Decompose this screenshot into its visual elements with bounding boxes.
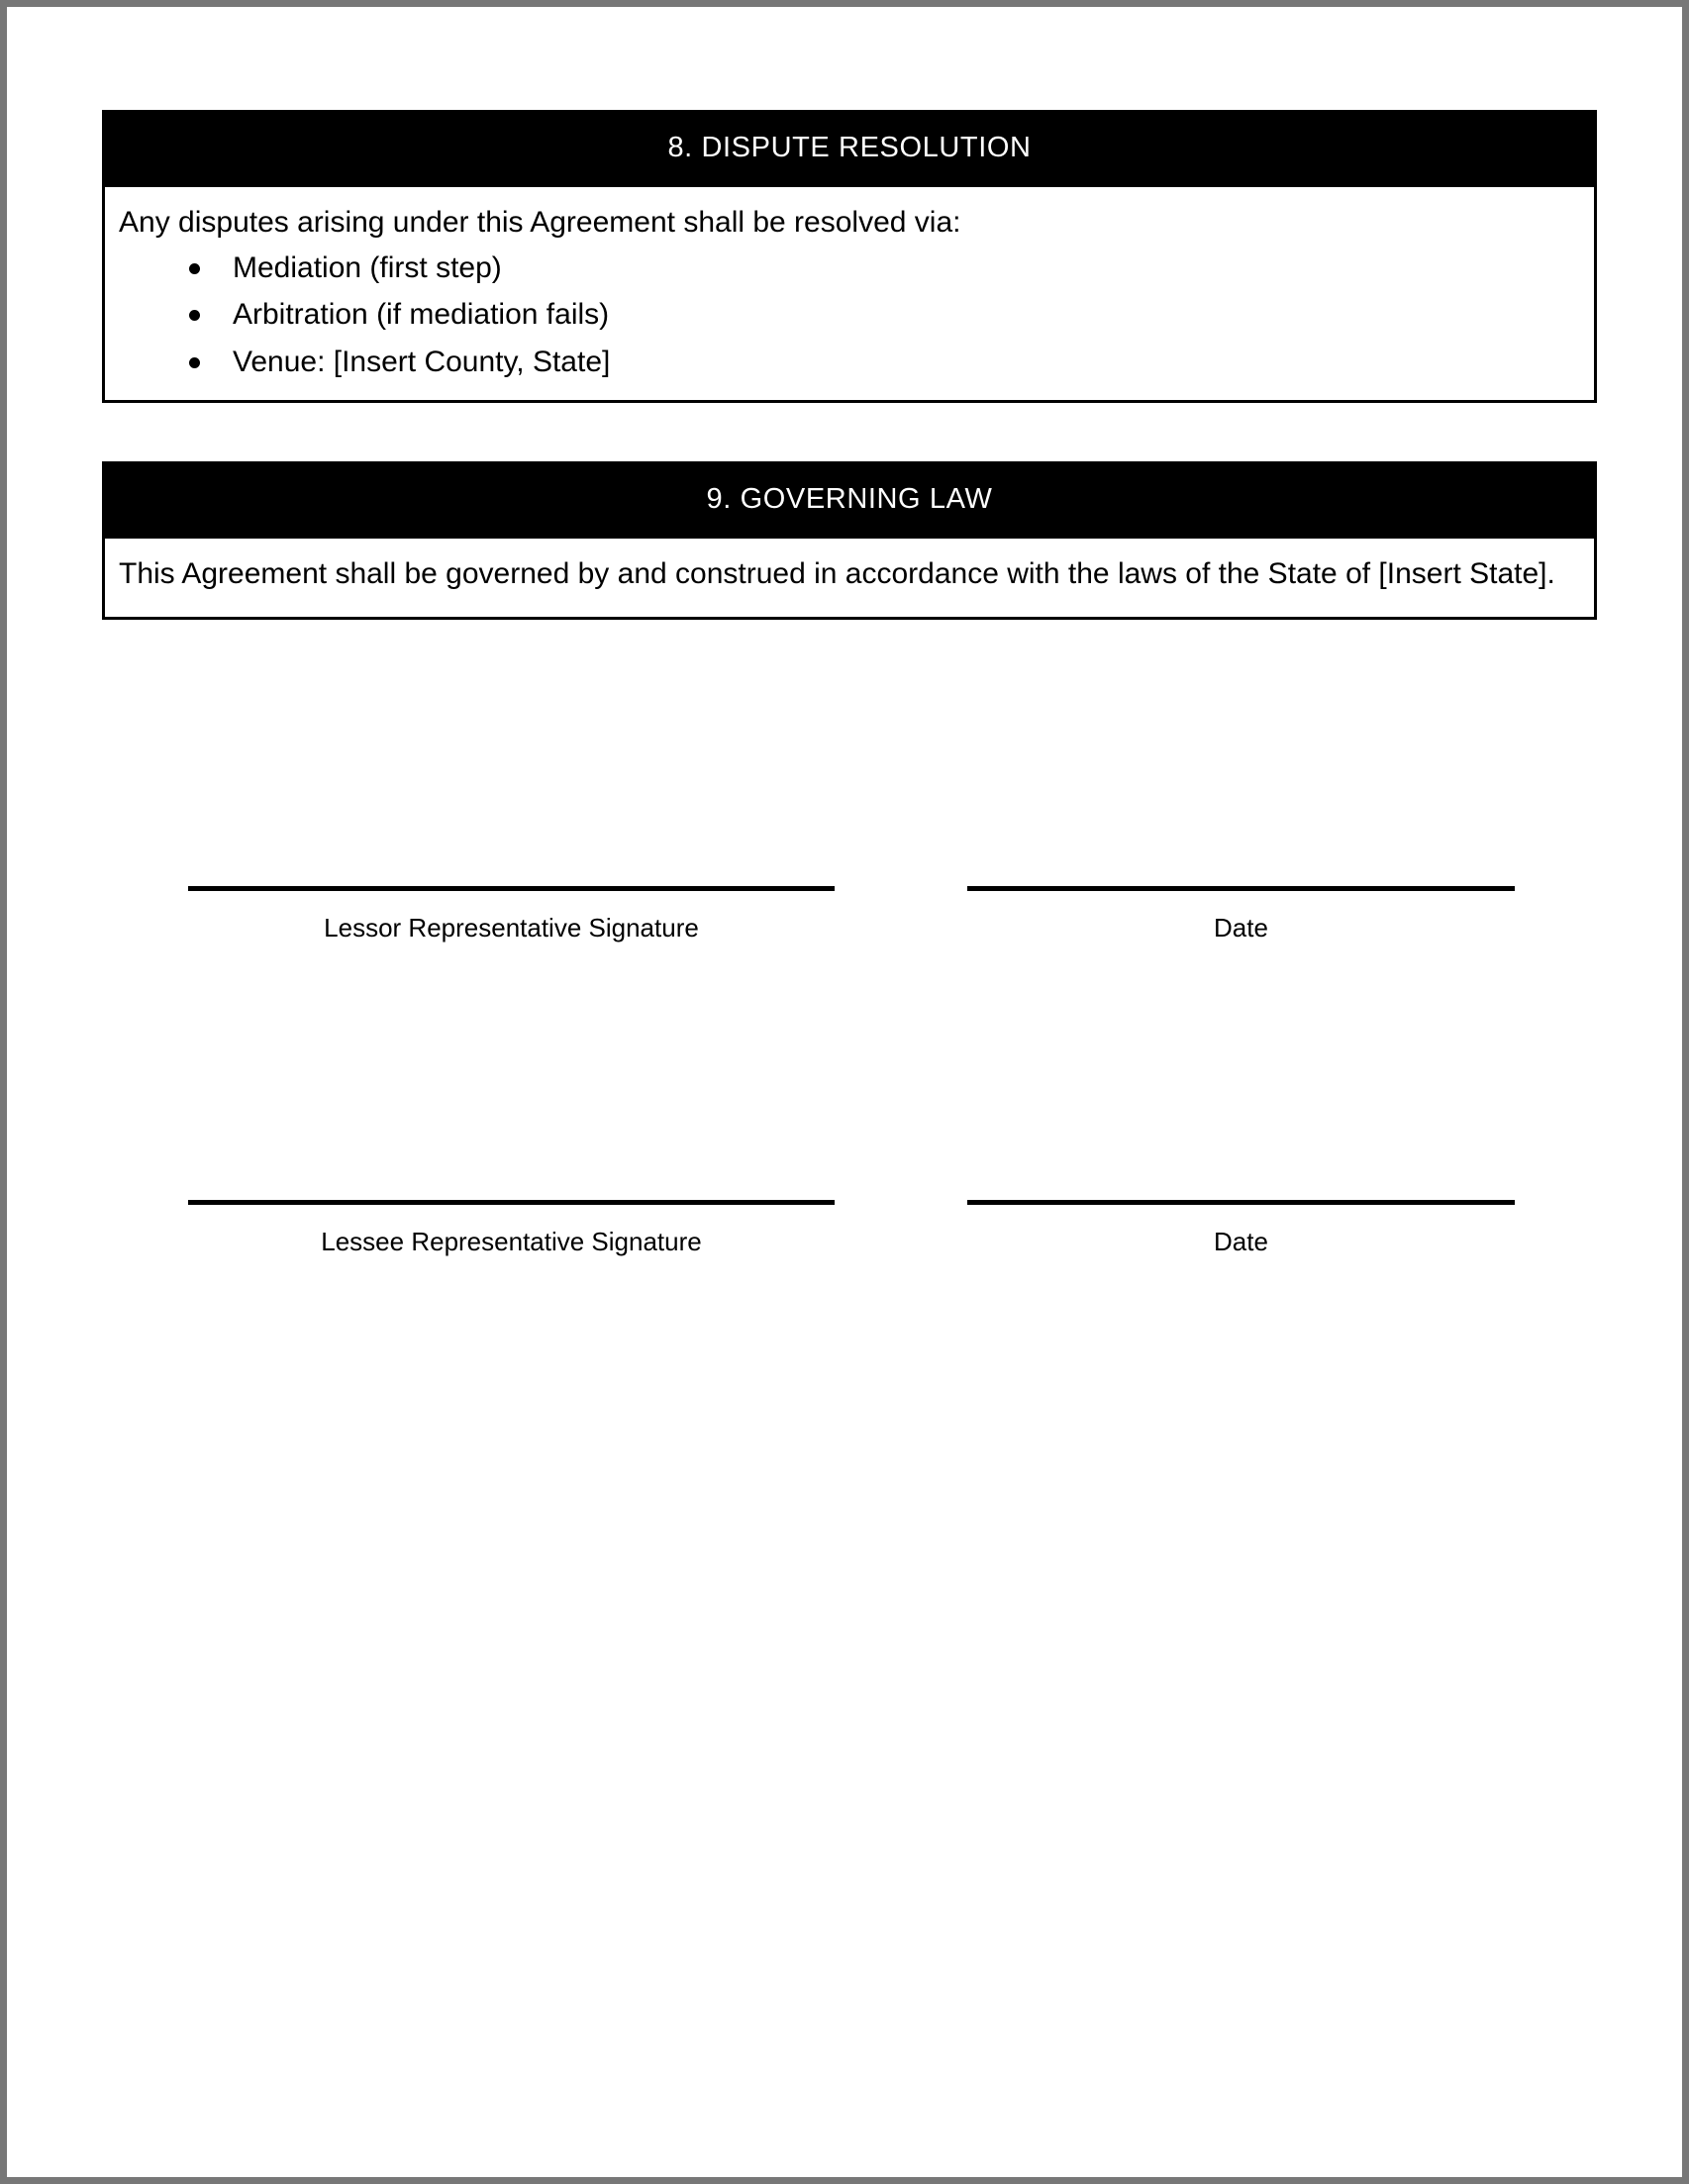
list-item — [119, 297, 1578, 334]
lessee-date-label: Date — [1214, 1227, 1268, 1256]
lessor-date-field[interactable] — [967, 886, 1515, 941]
section-governing-law — [102, 461, 1597, 620]
bullet-dot-icon — [189, 357, 200, 368]
list-item-label: Venue: [Insert County, State] — [233, 345, 611, 378]
lessor-signature-label: Lessor Representative Signature — [324, 913, 699, 943]
lessee-date-field[interactable] — [967, 1200, 1515, 1254]
list-item — [119, 345, 1578, 381]
section-body-dispute-resolution — [105, 187, 1594, 400]
dispute-resolution-bullet-list — [119, 250, 1578, 381]
signature-line[interactable] — [967, 886, 1515, 891]
signature-line[interactable] — [188, 1200, 835, 1205]
document-content — [102, 7, 1603, 2177]
section-dispute-resolution — [102, 110, 1597, 403]
list-item-label: Arbitration (if mediation fails) — [233, 298, 610, 332]
bullet-dot-icon — [189, 310, 200, 321]
signature-row-lessee — [102, 1200, 1597, 1289]
section-heading-dispute-resolution: 8. DISPUTE RESOLUTION — [102, 110, 1597, 187]
lessee-signature-label: Lessee Representative Signature — [321, 1227, 702, 1256]
list-item — [119, 250, 1578, 287]
section-heading-governing-law: 9. GOVERNING LAW — [102, 461, 1597, 539]
bullet-dot-icon — [189, 263, 200, 274]
dispute-resolution-intro-text: Any disputes arising under this Agreement shall be resolved via: — [119, 206, 961, 239]
section-body-governing-law — [105, 539, 1594, 617]
list-item-label: Mediation (first step) — [233, 250, 502, 284]
signature-line[interactable] — [967, 1200, 1515, 1205]
lessor-signature-field[interactable] — [188, 886, 835, 941]
lessee-signature-field[interactable] — [188, 1200, 835, 1254]
signature-line[interactable] — [188, 886, 835, 891]
signature-row-lessor — [102, 886, 1597, 975]
lessor-date-label: Date — [1214, 913, 1268, 943]
governing-law-text: This Agreement shall be governed by and construed in accordance with the laws of the State of [Insert State]. — [119, 557, 1555, 590]
